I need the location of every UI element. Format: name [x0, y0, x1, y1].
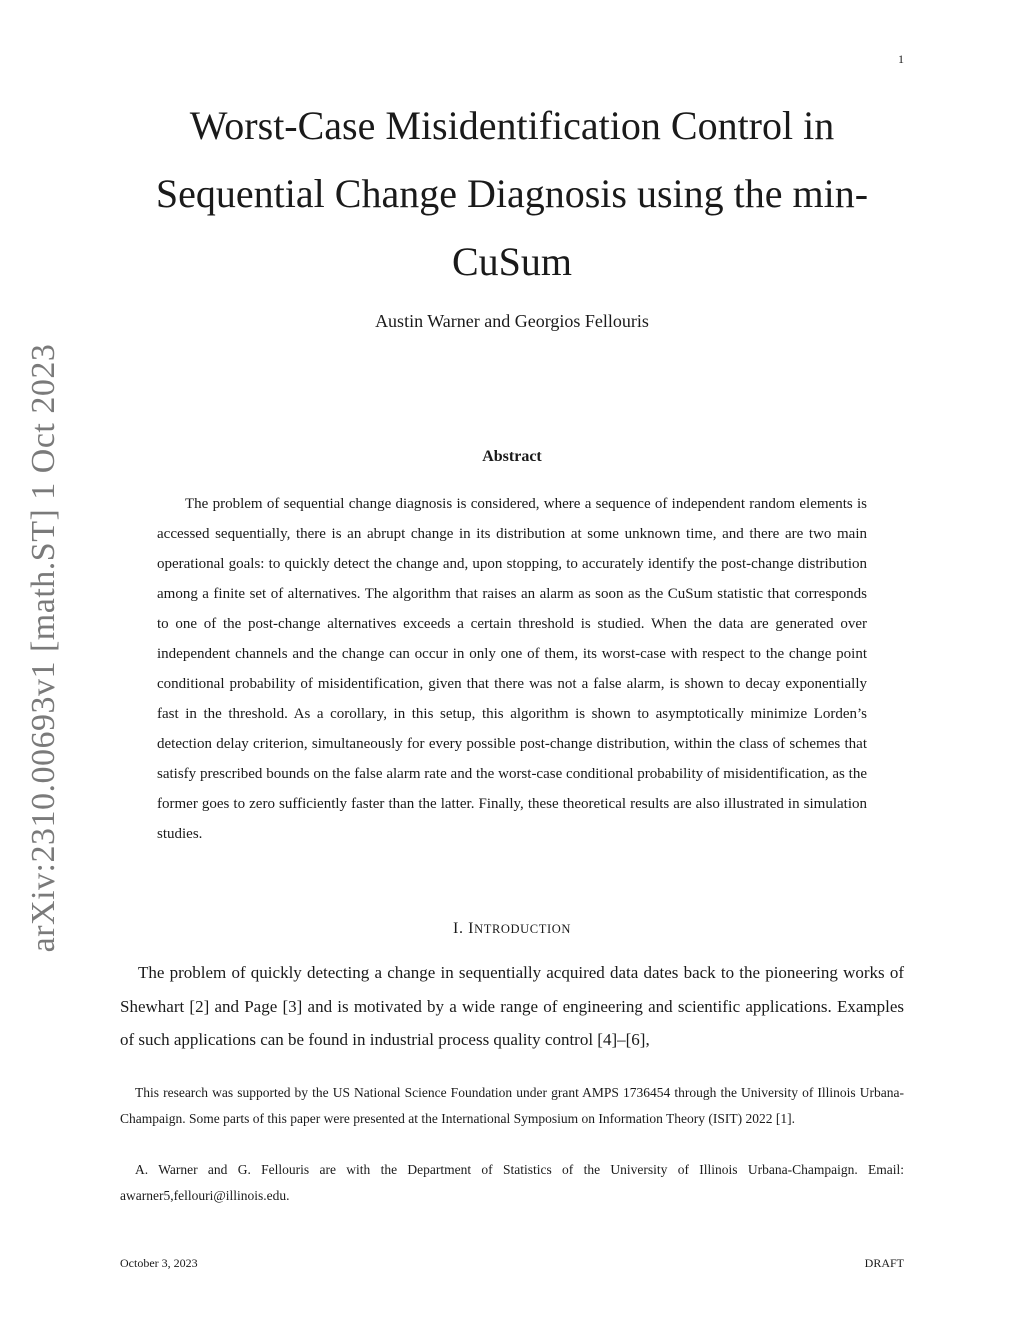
paper-title: Worst-Case Misidentification Control in Sequential Change Diagnosis using the min-CuSum — [155, 103, 869, 284]
abstract-text: The problem of sequential change diagnosis is considered, where a sequence of independent random elements is accessed sequentially, there is an abrupt change in its distribution at some unknown time, and there are two main operational goals: to quickly detect the change and, upon stopping, to accurately identify the post-change distribution among a finite set of alternatives. The algorithm that raises an alarm as soon as the CuSum statistic that corresponds to one of the post-change alternatives exceeds a certain threshold is studied. When the data are generated over independent channels and the change can occur in only one of them, its worst-case with respect to the change point conditional probability of misidentification, given that there was not a false alarm, is shown to decay exponentially fast in the threshold. As a corollary, in this setup, this algorithm is shown to asymptotically minimize Lorden’s detection delay criterion, simultaneously for every possible post-change distribution, within the class of schemes that satisfy prescribed bounds on the false alarm rate and the worst-case conditional probability of misidentification, as the former goes to zero sufficiently faster than the latter. Finally, these theoretical results are also illustrated in simulation studies. — [157, 496, 867, 842]
introduction-heading-text: I. INTRODUCTION — [453, 920, 571, 937]
footer-draft-label: DRAFT — [864, 1256, 904, 1270]
footer-date: October 3, 2023 — [120, 1256, 198, 1270]
abstract-heading: Abstract — [482, 448, 542, 465]
introduction-text: The problem of quickly detecting a change in sequentially acquired data dates back to the pioneering works of Shewhart [2] and Page [3] and is motivated by a wide range of engineering and scientific applications. Examples of such applications can be found in industrial process quality control [4]–[6], — [120, 963, 904, 1049]
small-caps-segment: NTRODUCTION — [474, 922, 571, 936]
funding-footnote: This research was supported by the US National Science Foundation under grant AMPS 1736454 through the University of Illinois Urbana-Champaign. Some parts of this paper were presented at the International Symposium on Information Theory (ISIT) 2022 [1]. — [120, 1085, 904, 1126]
arxiv-identifier-stamp: arXiv:2310.00693v1 [math.ST] 1 Oct 2023 — [25, 343, 62, 953]
affiliation-footnote: A. Warner and G. Fellouris are with the Department of Statistics of the University of Illinois Urbana-Champaign. Email: awarner5,fellouri@illinois.edu. — [120, 1162, 904, 1203]
author-list: Austin Warner and Georgios Fellouris — [375, 311, 649, 331]
introduction-heading — [150, 920, 874, 938]
page-number: 1 — [898, 52, 904, 66]
